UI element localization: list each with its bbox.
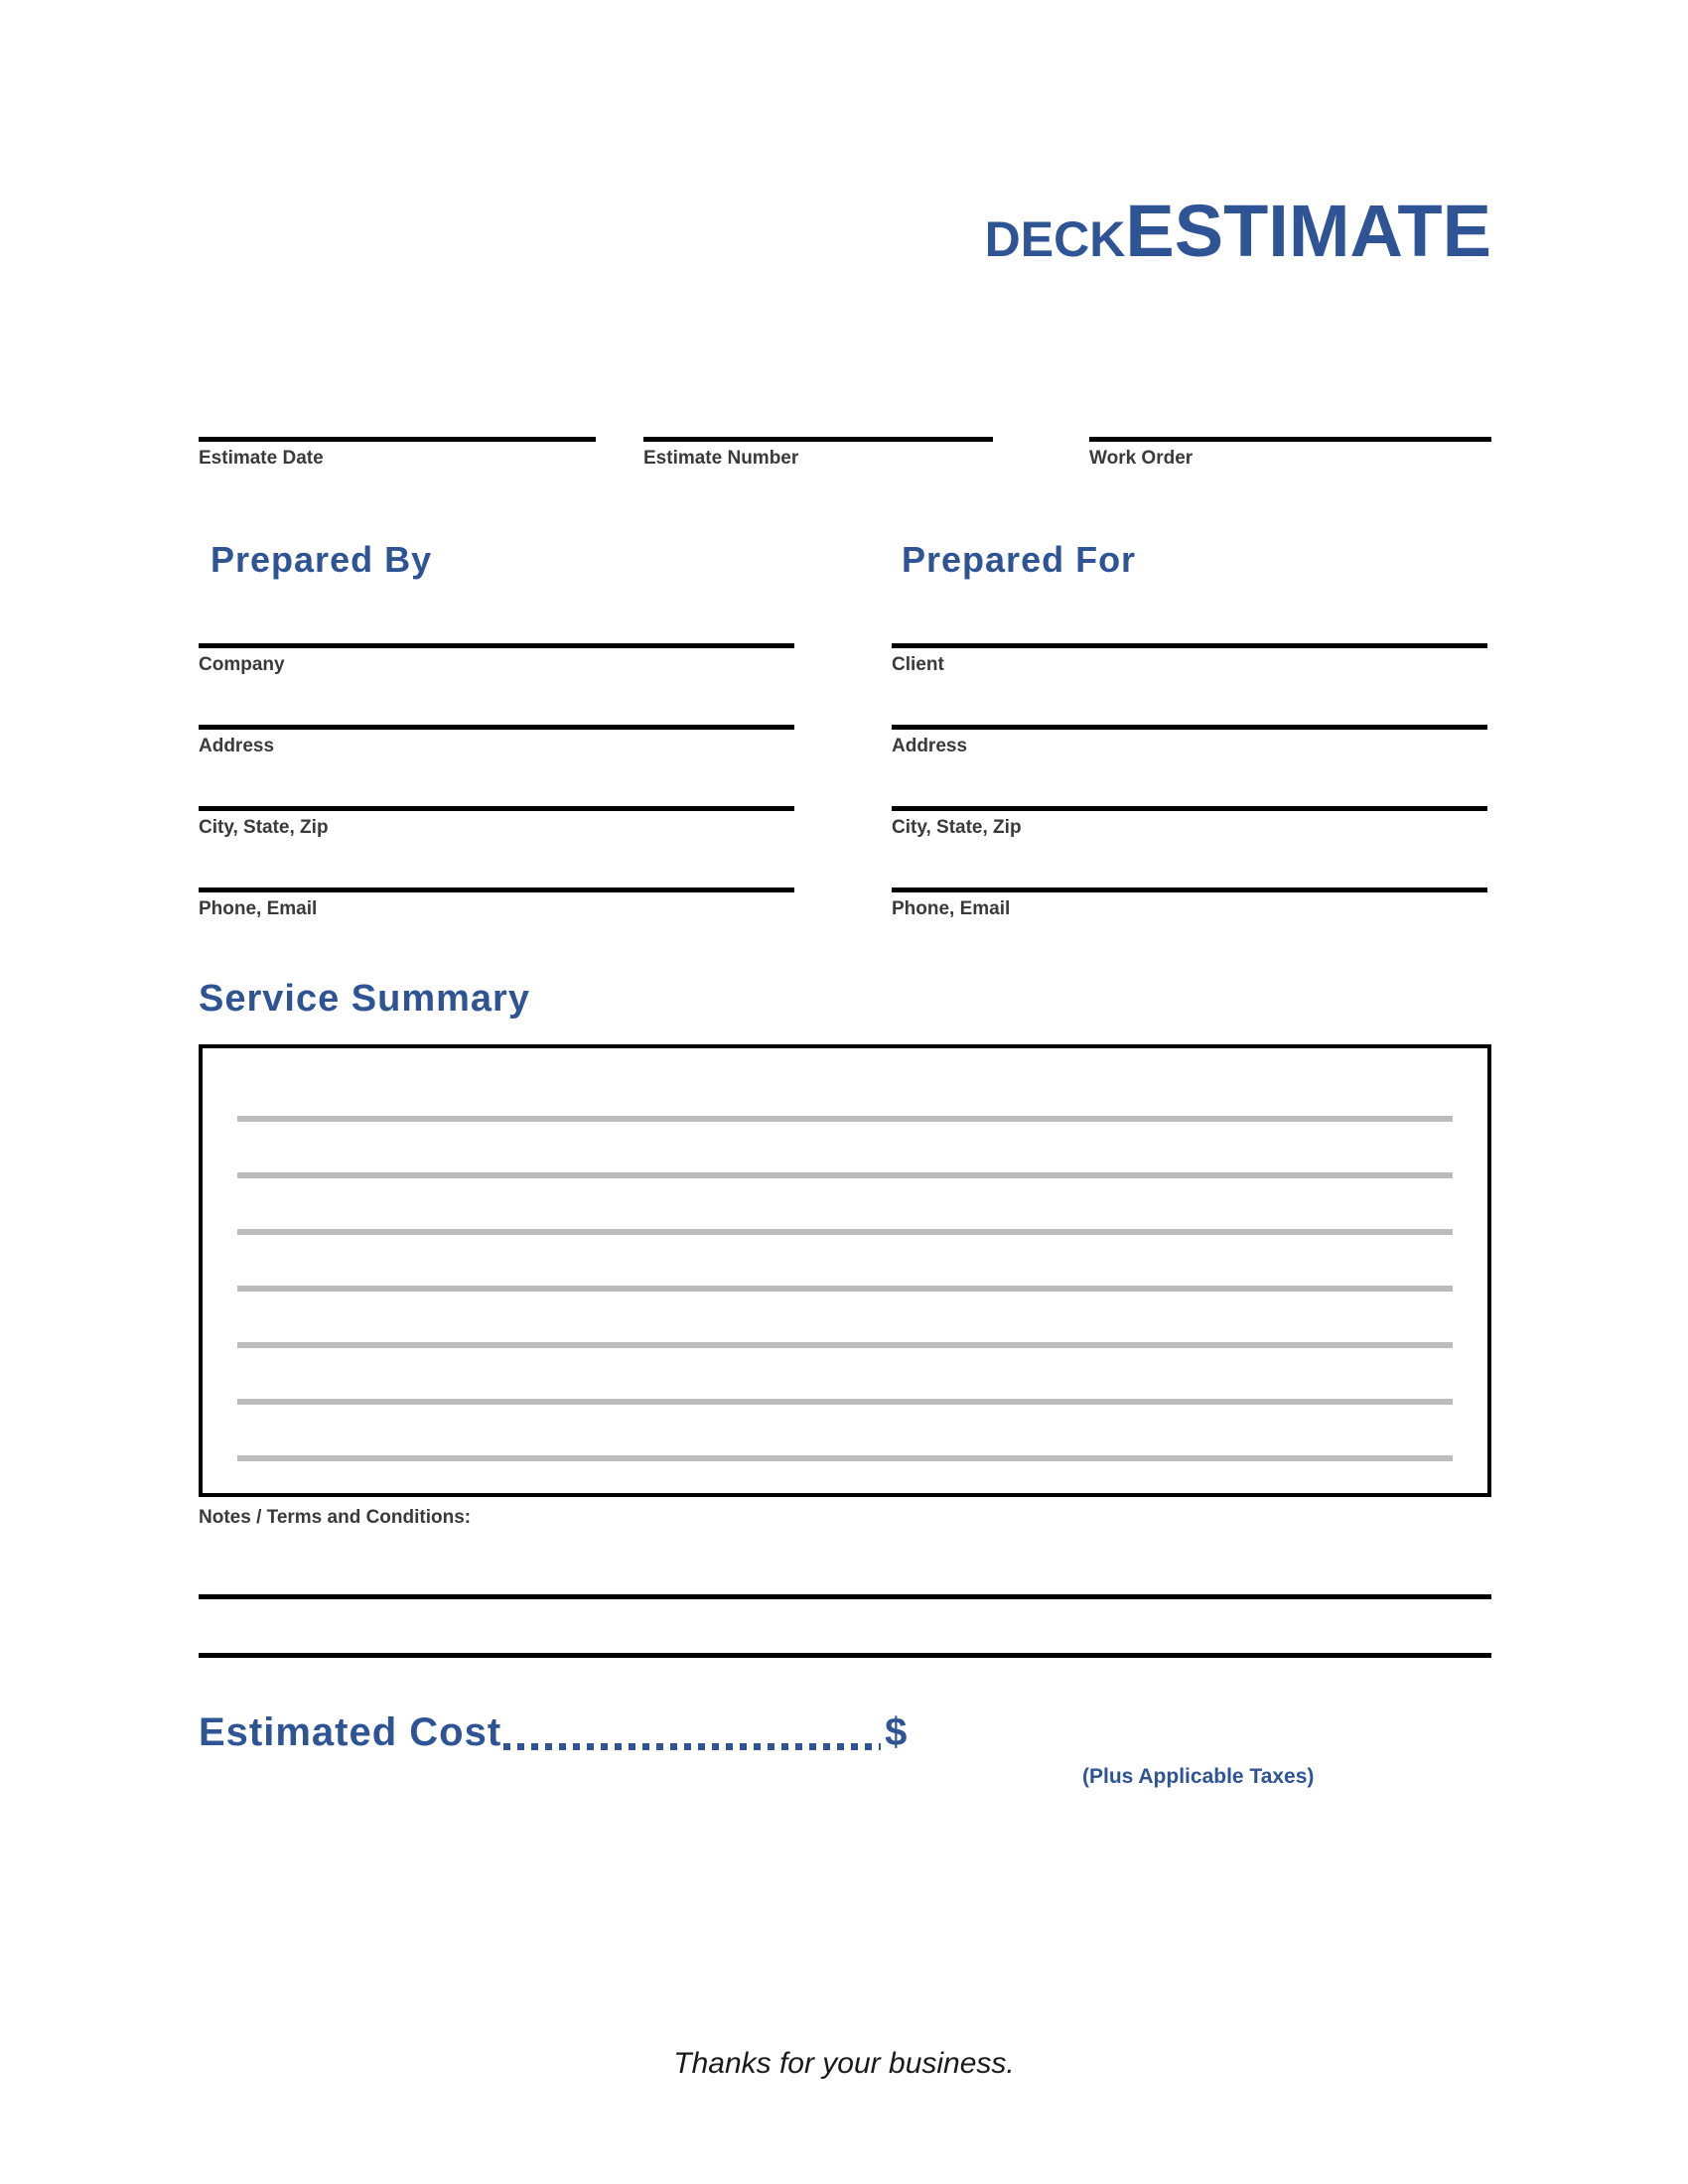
prepared-for-phone-email-field[interactable]	[892, 887, 1487, 969]
estimate-date-field[interactable]	[199, 437, 596, 470]
prepared-for-address-label: Address	[892, 736, 968, 756]
document-title-prefix: DECK	[984, 211, 1126, 267]
prepared-for-city-state-zip-label: City, State, Zip	[892, 817, 1022, 838]
estimated-cost-row	[199, 1710, 1491, 1770]
prepared-by-phone-email-field[interactable]	[199, 887, 794, 969]
estimate-meta-row	[199, 437, 1491, 496]
prepared-by-fields	[199, 643, 794, 969]
document-title-main: ESTIMATE	[1125, 190, 1491, 272]
service-summary-line[interactable]	[237, 1229, 1453, 1235]
prepared-for-client-field[interactable]	[892, 643, 1487, 725]
prepared-by-company-label: Company	[199, 654, 285, 675]
prepared-for-heading: Prepared For	[902, 539, 1137, 580]
notes-rule-2[interactable]	[199, 1653, 1491, 1658]
notes-terms-label: Notes / Terms and Conditions:	[199, 1507, 472, 1528]
prepared-by-company-field[interactable]	[199, 643, 794, 725]
service-summary-line[interactable]	[237, 1286, 1453, 1292]
service-summary-line[interactable]	[237, 1342, 1453, 1348]
document-title	[199, 189, 1491, 273]
service-summary-box[interactable]	[199, 1044, 1491, 1497]
prepared-by-address-label: Address	[199, 736, 275, 756]
estimate-number-label: Estimate Number	[643, 448, 799, 469]
estimate-date-label: Estimate Date	[199, 448, 324, 469]
service-summary-writing-lines	[237, 1048, 1453, 1493]
service-summary-heading: Service Summary	[199, 978, 530, 1020]
service-summary-line[interactable]	[237, 1172, 1453, 1178]
footer-message: Thanks for your business.	[673, 2047, 1015, 2080]
service-summary-line[interactable]	[237, 1455, 1453, 1461]
work-order-field[interactable]	[1089, 437, 1491, 470]
work-order-label: Work Order	[1089, 448, 1194, 469]
estimate-number-field[interactable]	[643, 437, 993, 470]
prepared-by-address-field[interactable]	[199, 725, 794, 806]
prepared-for-phone-email-label: Phone, Email	[892, 898, 1011, 919]
prepared-by-heading: Prepared By	[211, 539, 433, 580]
currency-symbol: $	[885, 1710, 908, 1754]
service-summary-line[interactable]	[237, 1116, 1453, 1122]
prepared-for-fields	[892, 643, 1487, 969]
prepared-by-city-state-zip-field[interactable]	[199, 806, 794, 887]
prepared-for-address-field[interactable]	[892, 725, 1487, 806]
notes-rule-1[interactable]	[199, 1594, 1491, 1599]
prepared-by-city-state-zip-label: City, State, Zip	[199, 817, 329, 838]
prepared-by-phone-email-label: Phone, Email	[199, 898, 318, 919]
estimated-cost-label: Estimated Cost	[199, 1710, 502, 1754]
dotted-leader	[503, 1723, 881, 1757]
prepared-for-city-state-zip-field[interactable]	[892, 806, 1487, 887]
prepared-for-client-label: Client	[892, 654, 944, 675]
service-summary-line[interactable]	[237, 1399, 1453, 1405]
plus-applicable-taxes-note: (Plus Applicable Taxes)	[1082, 1765, 1315, 1788]
